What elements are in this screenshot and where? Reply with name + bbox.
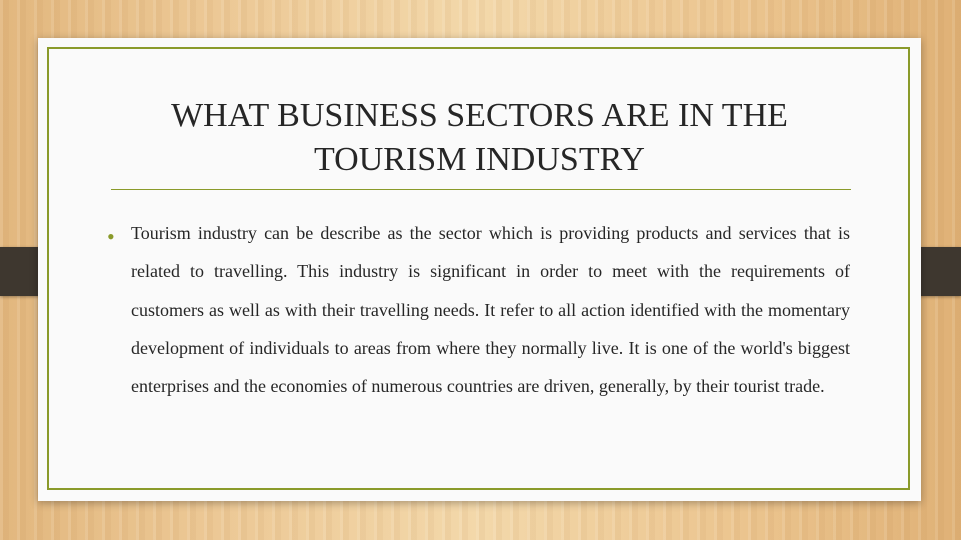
title-divider: [111, 189, 851, 190]
slide-title-line-1: WHAT BUSINESS SECTORS ARE IN THE: [171, 97, 788, 134]
slide-title: [98, 94, 861, 182]
bullet-marker: •: [107, 224, 115, 249]
slide-card: [38, 38, 921, 501]
bullet-paragraph: Tourism industry can be describe as the sector which is providing products and services that is related to travelling. This industry is significant in order to meet with the requirements of customers as well as with their travelling needs. It refer to all action identified with the momentary development of individuals to areas from where they normally live. It is one of the world's biggest enterprises and the economies of numerous countries are driven, generally, by their tourist trade.: [131, 223, 850, 397]
slide-title-line-2: TOURISM INDUSTRY: [314, 141, 645, 178]
